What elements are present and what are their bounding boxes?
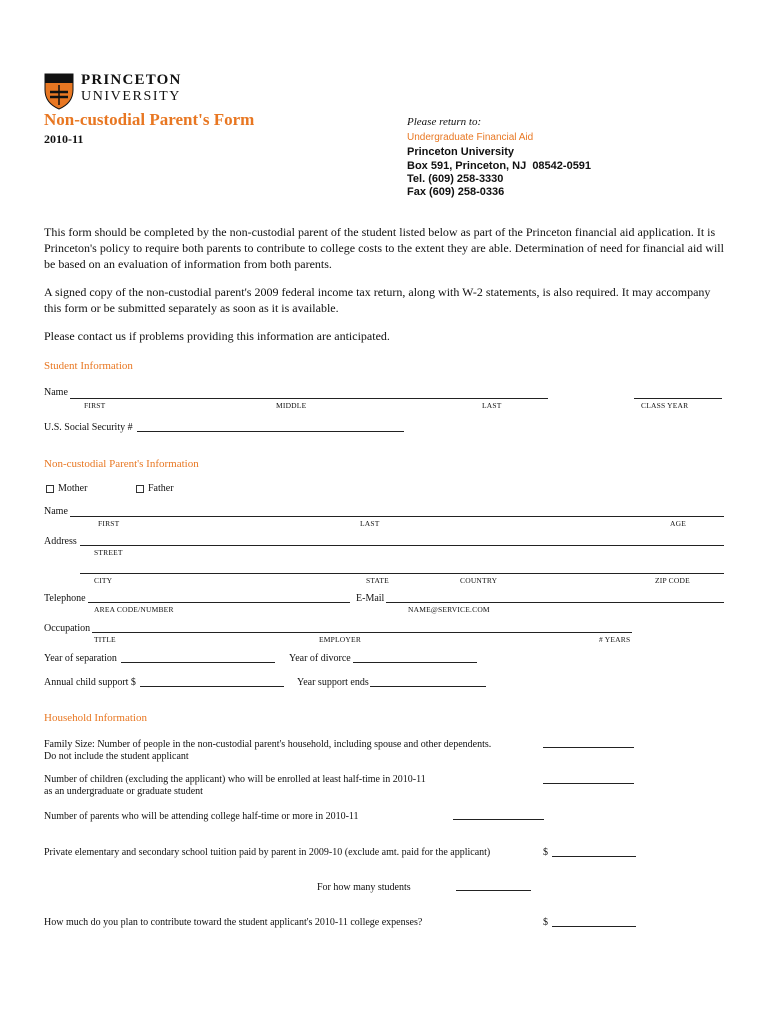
return-line-1: Princeton University [407,146,514,158]
parents-college-label: Number of parents who will be attending college half-time or more in 2010-11 [44,811,359,822]
email-label: E-Mail [356,593,385,604]
father-checkbox[interactable] [136,483,174,494]
student-info-heading: Student Information [44,360,133,372]
family-size-field[interactable] [543,747,634,748]
divorce-field[interactable] [353,662,477,663]
country-caption: COUNTRY [460,576,498,585]
student-last-caption: LAST [482,401,502,410]
student-class-year-caption: CLASS YEAR [641,401,689,410]
tuition-field[interactable] [552,856,636,857]
tuition-label: Private elementary and secondary school tuition paid by parent in 2009-10 (exclude amt. paid for the applicant) [44,847,491,858]
parent-last-caption: LAST [360,519,380,528]
princeton-logo [44,70,194,110]
return-line-4: Fax (609) 258-0336 [407,186,505,198]
family-size-label-2: Do not include the student applicant [44,751,189,762]
children-label-2: as an undergraduate or graduate student [44,786,203,797]
father-checkbox-box[interactable] [136,485,144,493]
address-street-field[interactable] [80,545,724,546]
parent-first-caption: FIRST [98,519,120,528]
ssn-label: U.S. Social Security # [44,422,133,433]
parent-name-label: Name [44,506,68,517]
student-first-caption: FIRST [84,401,106,410]
mother-checkbox[interactable] [46,483,87,494]
return-line-3: Tel. (609) 258-3330 [407,173,504,185]
ssn-field[interactable] [137,431,404,432]
address-label: Address [44,536,77,547]
form-title: Non-custodial Parent's Form [44,110,255,129]
occupation-label: Occupation [44,623,91,634]
contribute-field[interactable] [552,926,636,927]
parents-college-field[interactable] [453,819,544,820]
parent-info-heading: Non-custodial Parent's Information [44,458,199,470]
student-name-label: Name [44,387,68,398]
email-field[interactable] [386,602,724,603]
telephone-field[interactable] [88,602,350,603]
zip-caption: ZIP CODE [655,576,690,585]
return-to-label: Please return to: [407,116,482,128]
household-info-heading: Household Information [44,712,147,724]
mother-label: Mother [58,483,88,494]
form-year: 2010-11 [44,132,84,146]
years-caption: # YEARS [599,635,631,644]
princeton-shield-icon [44,70,74,110]
parent-name-field[interactable] [70,516,724,517]
intro-paragraph-1: This form should be completed by the non-custodial parent of the student listed below as part of the Princeton financial aid application. It is Princeton's policy to require both parents to contribute to college costs to the extent they are able. Determination of need for financial aid will be based on an evaluation of information from both parents. [44,225,724,271]
support-ends-field[interactable] [370,686,486,687]
city-caption: CITY [94,576,113,585]
state-caption: STATE [366,576,389,585]
contribute-dollar-sign: $ [543,917,548,928]
street-caption: STREET [94,548,123,557]
tuition-dollar-sign: $ [543,847,548,858]
title-caption: TITLE [94,635,116,644]
parent-age-caption: AGE [670,519,687,528]
student-name-field[interactable] [70,398,548,399]
student-middle-caption: MIDDLE [276,401,307,410]
father-label: Father [148,483,174,494]
separation-label: Year of separation [44,653,117,664]
child-support-label: Annual child support $ [44,677,136,688]
email-caption: NAME@SERVICE.COM [408,605,490,614]
employer-caption: EMPLOYER [319,635,362,644]
student-class-year-field[interactable] [634,398,722,399]
contribute-label: How much do you plan to contribute toward the student applicant's 2010-11 college expenses? [44,917,423,928]
divorce-label: Year of divorce [289,653,351,664]
telephone-label: Telephone [44,593,86,604]
occupation-field[interactable] [92,632,632,633]
mother-checkbox-box[interactable] [46,485,54,493]
support-ends-label: Year support ends [297,677,369,688]
intro-paragraph-3: Please contact us if problems providing this information are anticipated. [44,329,390,343]
intro-paragraph-2: A signed copy of the non-custodial parent's 2009 federal income tax return, along with W-2 statements, is also required. It may accompany this form or be submitted separately as soon as it is available. [44,285,711,315]
return-line-2: Box 591, Princeton, NJ 08542-0591 [407,160,592,172]
return-office: Undergraduate Financial Aid [407,132,534,143]
logo-line-2: UNIVERSITY [81,89,181,104]
separation-field[interactable] [121,662,275,663]
how-many-label: For how many students [317,882,411,893]
address-city-field[interactable] [80,573,724,574]
logo-line-1: PRINCETON [81,72,182,88]
children-field[interactable] [543,783,634,784]
area-code-caption: AREA CODE/NUMBER [94,605,174,614]
children-label-1: Number of children (excluding the applicant) who will be enrolled at least half-time in 2010-11 [44,774,426,785]
how-many-field[interactable] [456,890,531,891]
family-size-label-1: Family Size: Number of people in the non-custodial parent's household, including spouse and other dependents. [44,739,492,750]
child-support-field[interactable] [140,686,284,687]
